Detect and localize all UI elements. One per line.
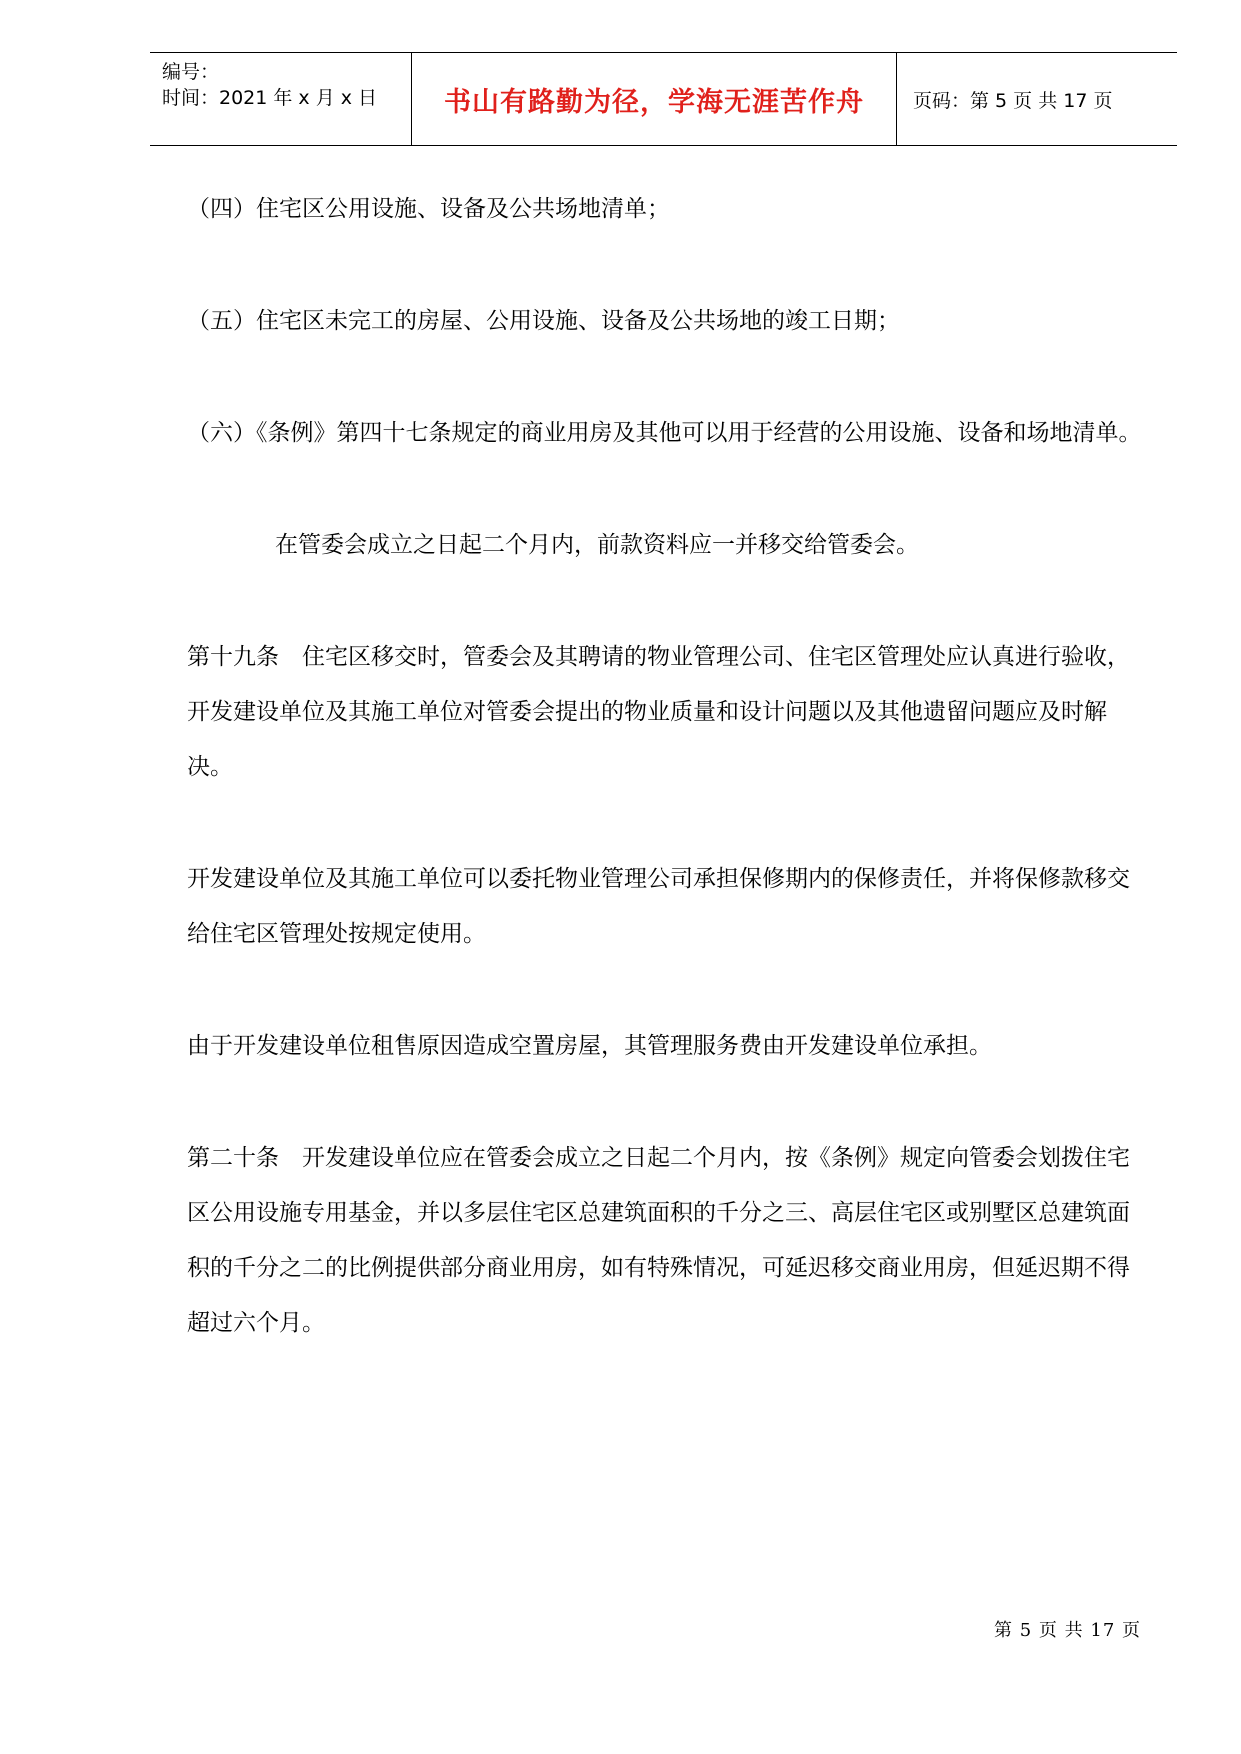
page-header [150,52,1177,146]
paragraph: 由于开发建设单位租售原因造成空置房屋，其管理服务费由开发建设单位承担。 [187,1033,992,1059]
document-body [187,182,1145,1351]
paragraph: （五）住宅区未完工的房屋、公用设施、设备及公共场地的竣工日期； [187,308,900,334]
paragraph: 在管委会成立之日起二个月内，前款资料应一并移交给管委会。 [275,532,919,558]
header-page-cell [895,53,1177,145]
paragraph: （四）住宅区公用设施、设备及公共场地清单； [187,196,670,222]
header-meta [162,53,420,145]
motto: 书山有路勤为径，学海无涯苦作舟 [444,86,864,118]
page-footer: 第 5 页 共 17 页 [994,1620,1141,1641]
paragraph: 开发建设单位及其施工单位可以委托物业管理公司承担保修期内的保修责任，并将保修款移交给住宅区管理处按规定使用。 [187,866,1130,947]
paragraph: （六）《条例》第四十七条规定的商业用房及其他可以用于经营的公用设施、设备和场地清单。 [187,420,1142,446]
serial-label: 编号： [162,61,220,83]
header-page-number: 页码：第 5 页 共 17 页 [913,89,1113,112]
header-motto-cell [411,53,897,145]
article-19: 第十九条 住宅区移交时，管委会及其聘请的物业管理公司、住宅区管理处应认真进行验收，开发建设单位及其施工单位对管委会提出的物业质量和设计问题以及其他遗留问题应及时解决。 [187,644,1130,780]
article-20: 第二十条 开发建设单位应在管委会成立之日起二个月内，按《条例》规定向管委会划拨住宅区公用设施专用基金，并以多层住宅区总建筑面积的千分之三、高层住宅区或别墅区总建筑面积的千分之二的比例提供部分商业用房，如有特殊情况，可延迟移交商业用房，但延迟期不得超过六个月。 [187,1145,1130,1336]
time-label: 时间：2021 年 x 月 x 日 [162,87,378,109]
